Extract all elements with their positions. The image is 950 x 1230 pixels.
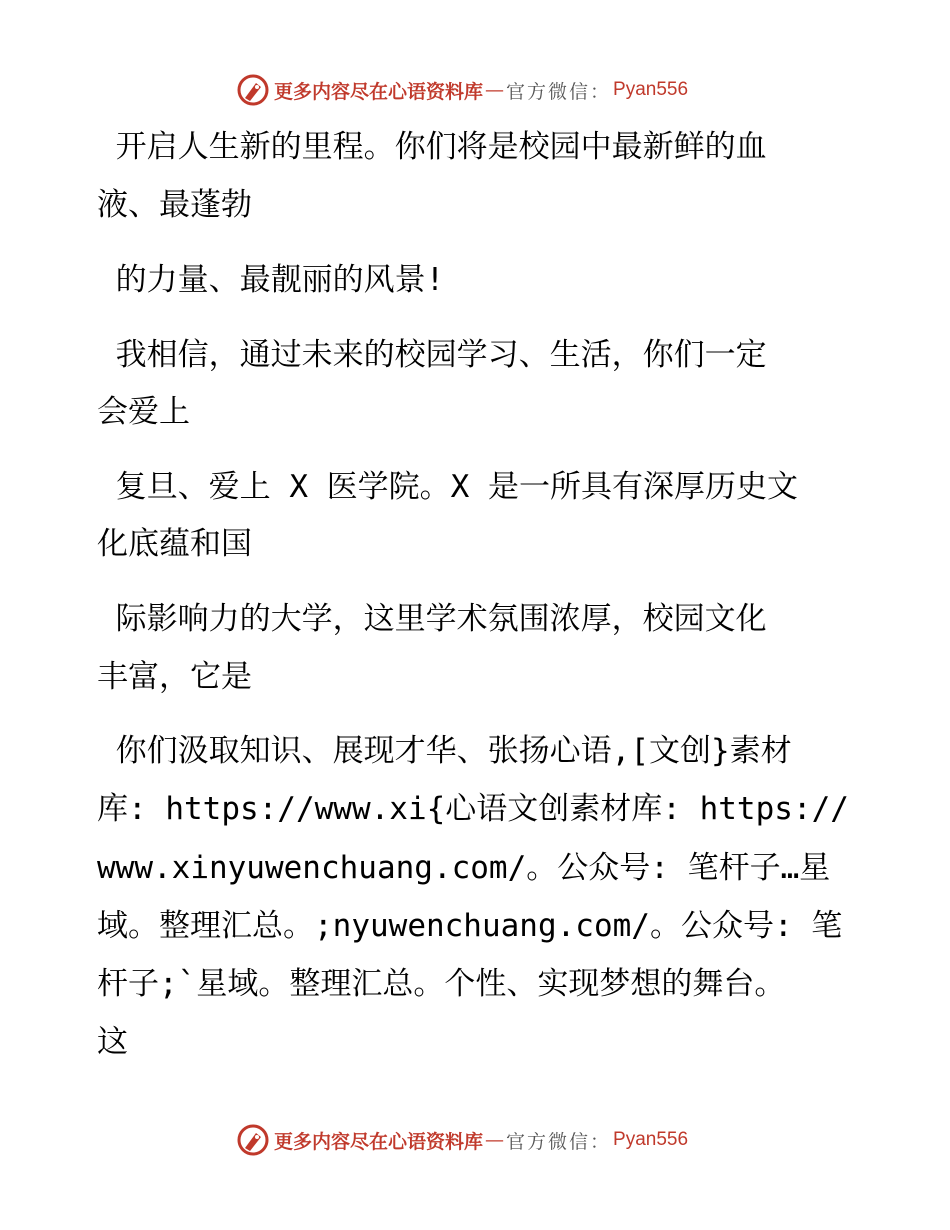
body-line: 开启人生新的里程。你们将是校园中最新鲜的血 [97,129,767,165]
body-line: 这 [97,1024,128,1060]
header-wechat-id: Pyan556 [613,79,689,100]
body-line: 的力量、最靓丽的风景! [97,262,445,298]
body-line: 际影响力的大学，这里学术氛围浓厚，校园文化 [97,601,767,637]
body-line: 你们汲取知识、展现才华、张扬心语,[文创}素材 [97,733,792,769]
body-line: 化底蕴和国 [97,526,252,562]
header-brand-text: 更多内容尽在心语资料库 [274,80,484,103]
body-line: 域。整理汇总。;nyuwenchuang.com/。公众号: 笔 [97,908,843,944]
body-line: 会爱上 [97,394,190,430]
body-line: www.xinyuwenchuang.com/。公众号: 笔杆子…星 [97,850,831,886]
footer-separator: — [485,1129,505,1151]
footer-wechat-label: 官方微信： [506,1130,612,1153]
body-line: 液、最蓬勃 [97,187,252,223]
header-separator: — [485,79,505,101]
body-line: 我相信，通过未来的校园学习、生活，你们一定 [97,337,767,373]
header-banner [236,70,688,110]
header-wechat-label: 官方微信： [506,80,612,103]
body-line: 复旦、爱上 X 医学院。X 是一所具有深厚历史文 [97,469,798,505]
body-line: 库: https://www.xi{心语文创素材库: https:// [97,791,849,827]
footer-banner [236,1120,688,1160]
footer-brand-text: 更多内容尽在心语资料库 [274,1130,484,1153]
pen-nib-logo-icon [236,1123,270,1157]
body-line: 杆子;`星域。整理汇总。个性、实现梦想的舞台。 [97,966,786,1002]
pen-nib-logo-icon [236,73,270,107]
footer-wechat-id: Pyan556 [613,1129,689,1150]
body-line: 丰富，它是 [97,659,252,695]
